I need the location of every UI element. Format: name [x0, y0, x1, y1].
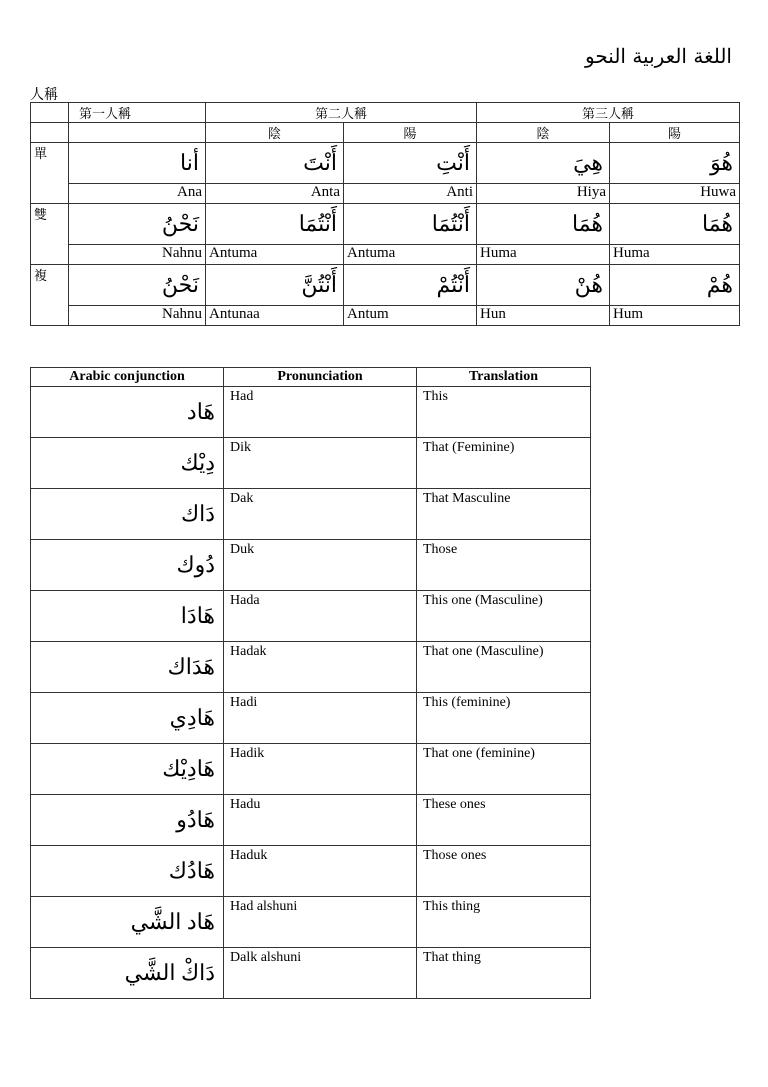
translation-cell: These ones — [417, 795, 591, 846]
table-row — [31, 795, 591, 846]
table-row — [31, 948, 591, 999]
first-person-header: 第一人稱 — [69, 103, 206, 123]
table-row — [31, 540, 591, 591]
pronunciation-cell: Duk — [224, 540, 417, 591]
arabic-conjunction: دَاك — [31, 489, 224, 540]
arabic-conjunction: هَادِيْك — [31, 744, 224, 795]
transliteration: Antum — [344, 306, 477, 326]
arabic-pronoun: هُمْ — [610, 265, 740, 306]
pronunciation-cell: Had alshuni — [224, 897, 417, 948]
arabic-pronoun: أَنْتِ — [344, 143, 477, 184]
pronunciation-cell: Hada — [224, 591, 417, 642]
translation-cell: Those ones — [417, 846, 591, 897]
translation-cell: That thing — [417, 948, 591, 999]
arabic-pronoun: نَحْنُ — [69, 204, 206, 245]
table-row — [31, 387, 591, 438]
empty-cell — [69, 123, 206, 143]
arabic-pronoun: هُوَ — [610, 143, 740, 184]
empty-cell — [31, 103, 69, 123]
gender-header: 陰 — [477, 123, 610, 143]
transliteration: Antuma — [206, 245, 344, 265]
arabic-conjunction: دَاكْ الشَّي — [31, 948, 224, 999]
arabic-conjunction: دِيْك — [31, 438, 224, 489]
pronunciation-cell: Dalk alshuni — [224, 948, 417, 999]
column-header: Pronunciation — [224, 368, 417, 387]
pronunciation-cell: Dik — [224, 438, 417, 489]
transliteration: Huwa — [610, 184, 740, 204]
pronunciation-cell: Dak — [224, 489, 417, 540]
transliteration: Nahnu — [69, 306, 206, 326]
table-row — [31, 693, 591, 744]
second-person-header: 第二人稱 — [206, 103, 477, 123]
translation-cell: That Masculine — [417, 489, 591, 540]
transliteration: Antuma — [344, 245, 477, 265]
translation-cell: This (feminine) — [417, 693, 591, 744]
transliteration: Nahnu — [69, 245, 206, 265]
pronunciation-cell: Hadak — [224, 642, 417, 693]
transliteration: Huma — [610, 245, 740, 265]
table-row — [31, 846, 591, 897]
arabic-pronoun: أَنْتُمَا — [344, 204, 477, 245]
arabic-conjunction: هَادَا — [31, 591, 224, 642]
pronunciation-cell: Hadu — [224, 795, 417, 846]
table-row — [31, 897, 591, 948]
transliteration: Anta — [206, 184, 344, 204]
transliteration: Hiya — [477, 184, 610, 204]
arabic-pronoun: أنا — [69, 143, 206, 184]
pronoun-table — [30, 102, 740, 326]
arabic-conjunction: هَدَاك — [31, 642, 224, 693]
third-person-header: 第三人稱 — [477, 103, 740, 123]
translation-cell: That one (Masculine) — [417, 642, 591, 693]
empty-cell — [31, 123, 69, 143]
gender-header: 陽 — [344, 123, 477, 143]
table-row — [31, 642, 591, 693]
number-label: 單 — [31, 143, 69, 204]
gender-header: 陰 — [206, 123, 344, 143]
arabic-conjunction: هَاد الشَّي — [31, 897, 224, 948]
translation-cell: This one (Masculine) — [417, 591, 591, 642]
table-row — [31, 744, 591, 795]
table-row — [31, 489, 591, 540]
arabic-conjunction: هَادُك — [31, 846, 224, 897]
pronunciation-cell: Haduk — [224, 846, 417, 897]
arabic-conjunction: دُوك — [31, 540, 224, 591]
arabic-pronoun: أَنْتُمَا — [206, 204, 344, 245]
number-label: 雙 — [31, 204, 69, 265]
pronunciation-cell: Hadi — [224, 693, 417, 744]
gender-header-row — [31, 123, 740, 143]
table-row — [31, 306, 740, 326]
transliteration: Hun — [477, 306, 610, 326]
table-row — [31, 245, 740, 265]
column-header: Arabic conjunction — [31, 368, 224, 387]
table-row — [31, 265, 740, 306]
translation-cell: That (Feminine) — [417, 438, 591, 489]
table-row — [31, 143, 740, 184]
section-label: 人稱 — [30, 87, 58, 103]
transliteration: Anti — [344, 184, 477, 204]
translation-cell: That one (feminine) — [417, 744, 591, 795]
column-header: Translation — [417, 368, 591, 387]
translation-cell: This thing — [417, 897, 591, 948]
translation-cell: Those — [417, 540, 591, 591]
person-header-row — [31, 103, 740, 123]
arabic-pronoun: أَنْتُمْ — [344, 265, 477, 306]
arabic-conjunction: هَاد — [31, 387, 224, 438]
transliteration: Antunaa — [206, 306, 344, 326]
arabic-pronoun: هُمَا — [477, 204, 610, 245]
table-row — [31, 204, 740, 245]
conjunction-table — [30, 367, 591, 999]
arabic-pronoun: هُنْ — [477, 265, 610, 306]
arabic-pronoun: هِيَ — [477, 143, 610, 184]
table-row — [31, 438, 591, 489]
arabic-pronoun: أَنْتَ — [206, 143, 344, 184]
arabic-pronoun: نَحْنُ — [69, 265, 206, 306]
arabic-pronoun: هُمَا — [610, 204, 740, 245]
number-label: 複 — [31, 265, 69, 326]
pronunciation-cell: Had — [224, 387, 417, 438]
transliteration: Ana — [69, 184, 206, 204]
arabic-conjunction: هَادِي — [31, 693, 224, 744]
transliteration: Hum — [610, 306, 740, 326]
transliteration: Huma — [477, 245, 610, 265]
table-row — [31, 591, 591, 642]
table-row — [31, 184, 740, 204]
page-title: اللغة العربية النحو — [585, 44, 732, 68]
gender-header: 陽 — [610, 123, 740, 143]
header-row — [31, 368, 591, 387]
arabic-conjunction: هَادُو — [31, 795, 224, 846]
pronunciation-cell: Hadik — [224, 744, 417, 795]
translation-cell: This — [417, 387, 591, 438]
arabic-pronoun: أَنْتُنَّ — [206, 265, 344, 306]
